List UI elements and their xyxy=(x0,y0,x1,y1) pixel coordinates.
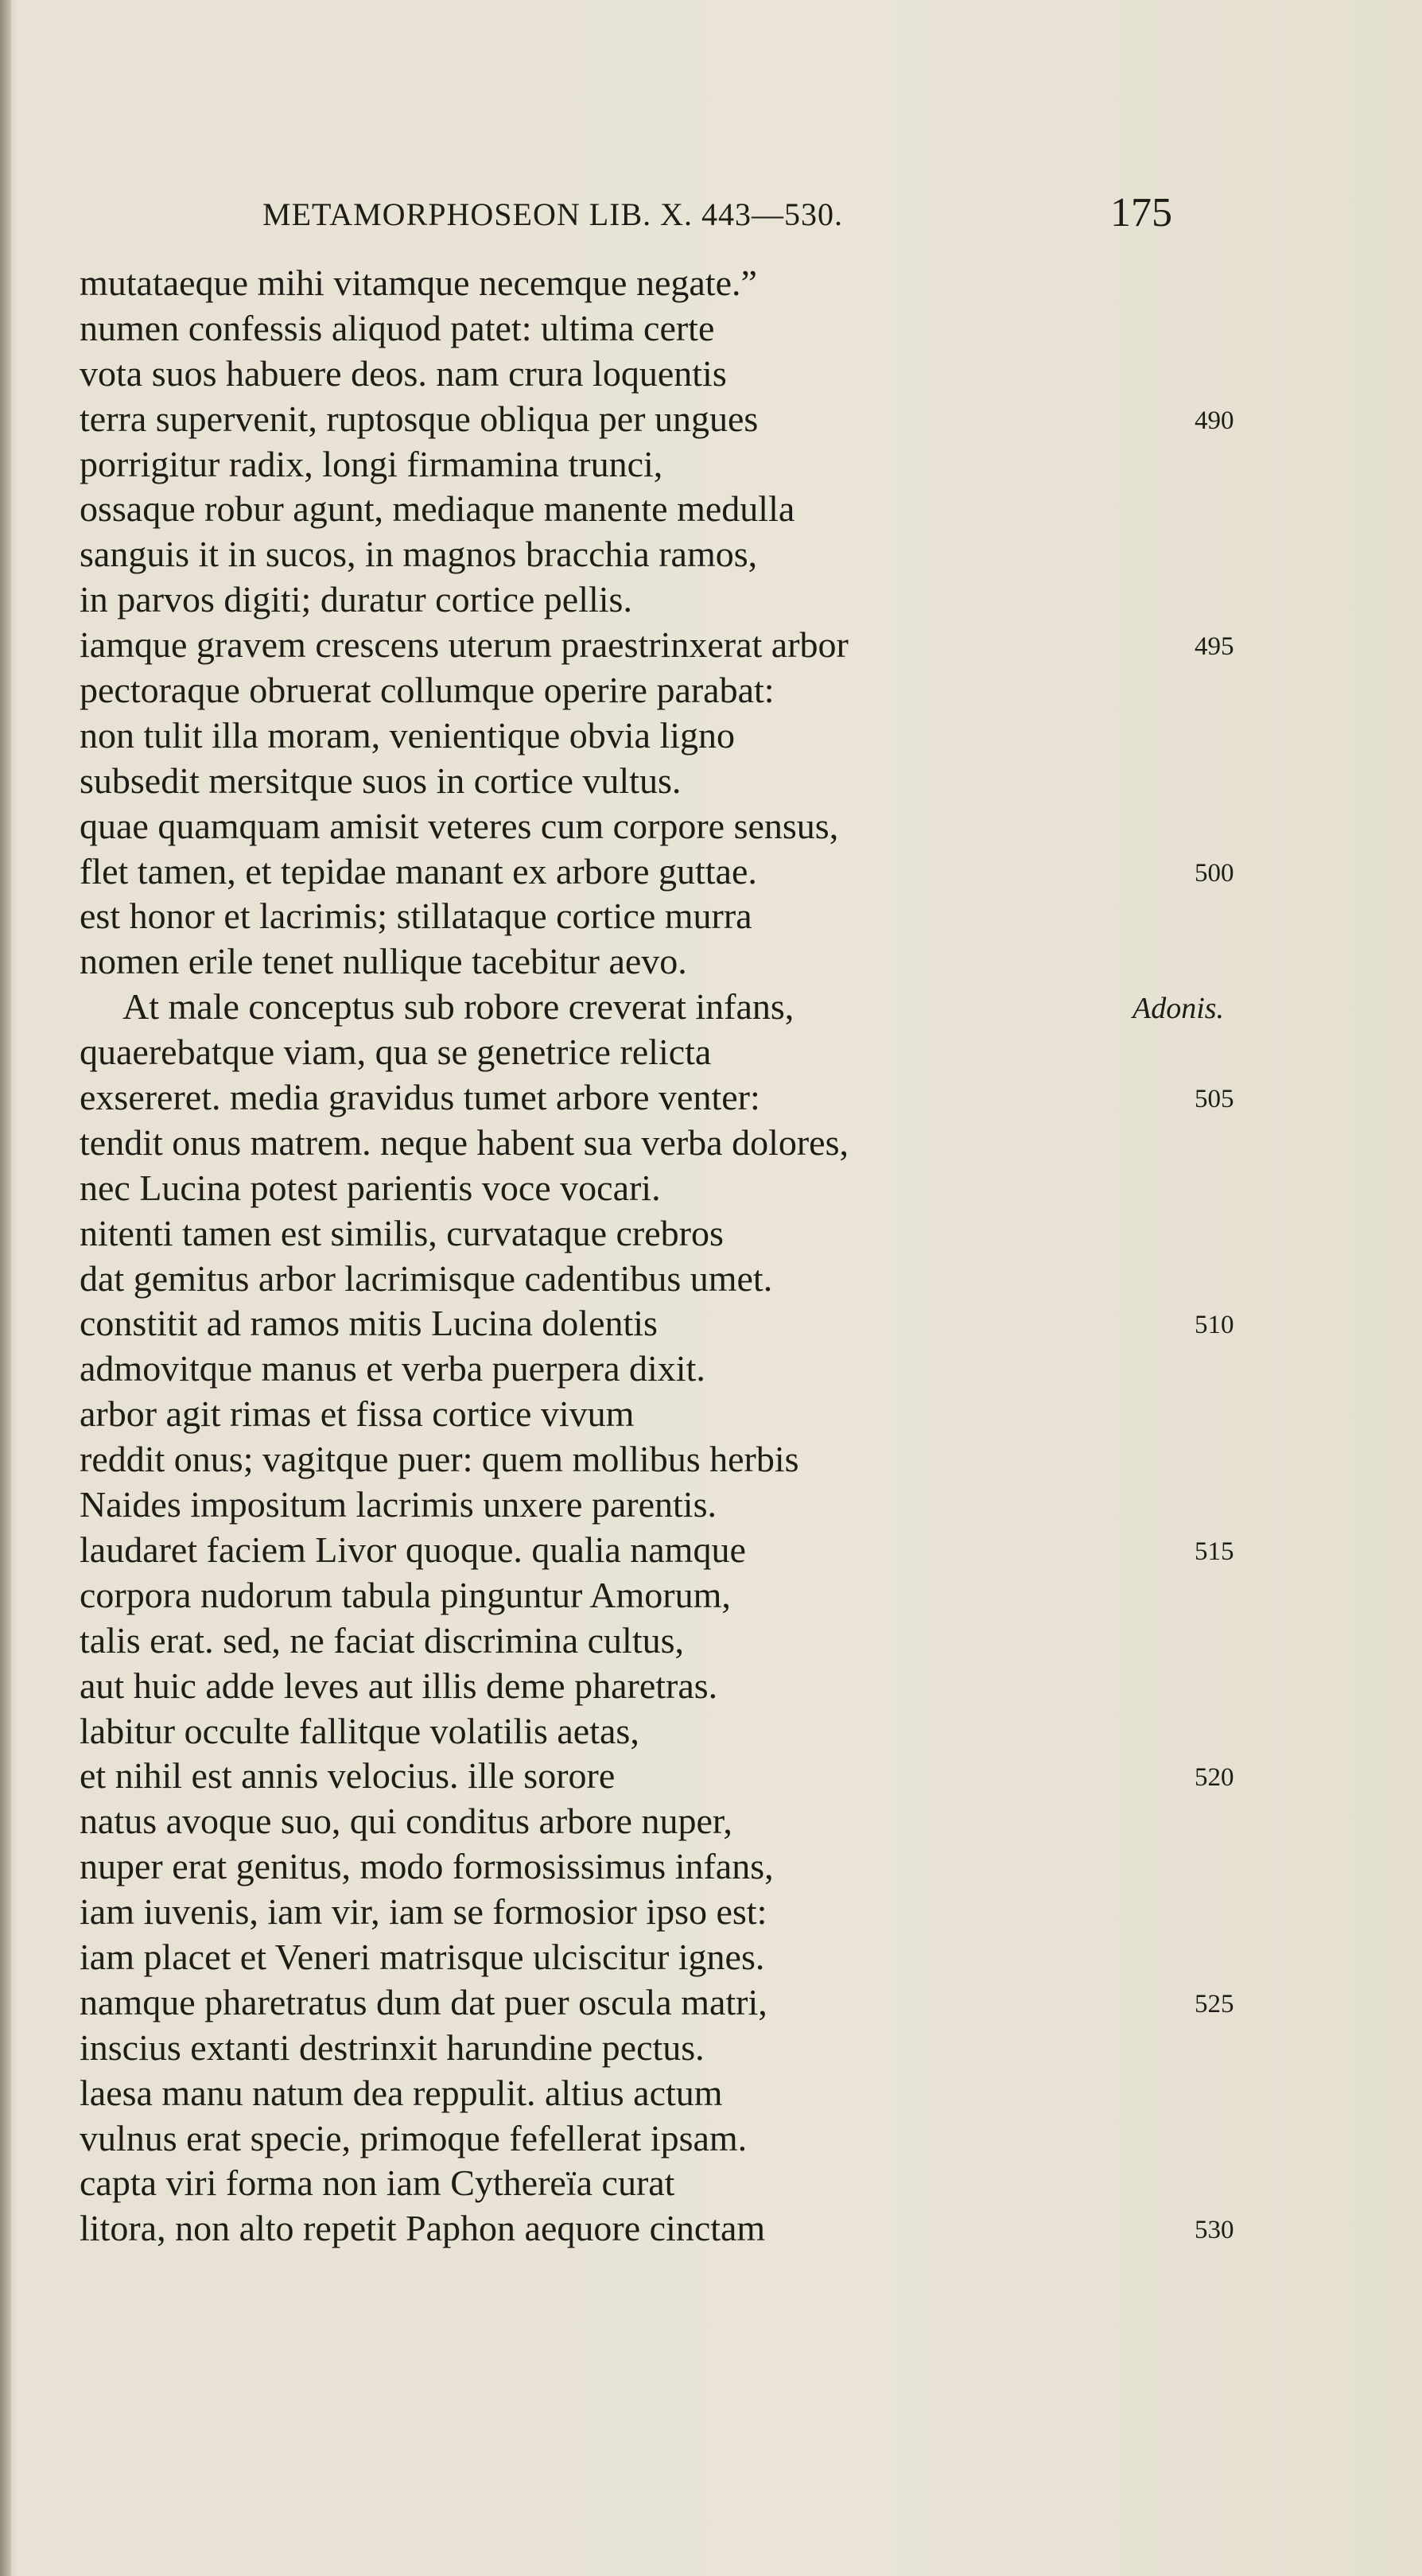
verse-text: ossaque robur agunt, mediaque manente medulla xyxy=(80,488,795,530)
verse-text: subsedit mersitque suos in cortice vultus. xyxy=(80,760,682,801)
verse-line xyxy=(0,1528,1422,1573)
verse-text: porrigitur radix, longi firmamina trunci, xyxy=(80,443,663,484)
page-number: 175 xyxy=(1110,190,1172,235)
verse-lines xyxy=(0,261,1422,2252)
verse-text: laudaret faciem Livor quoque. qualia namque xyxy=(80,1529,746,1570)
line-number: 505 xyxy=(1195,1085,1234,1114)
verse-text: vulnus erat specie, primoque fefellerat ipsam. xyxy=(80,2117,748,2158)
verse-line xyxy=(0,623,1422,668)
verse-text: nomen erile tenet nullique tacebitur aevo. xyxy=(80,941,687,982)
verse-text: tendit onus matrem. neque habent sua verba dolores, xyxy=(80,1121,849,1163)
verse-line xyxy=(0,261,1422,306)
verse-line xyxy=(0,2071,1422,2116)
verse-line xyxy=(0,894,1422,939)
verse-line xyxy=(0,487,1422,532)
verse-line xyxy=(0,1980,1422,2026)
verse-line xyxy=(0,1301,1422,1346)
verse-text: Naides impositum lacrimis unxere parentis. xyxy=(80,1484,717,1525)
verse-line xyxy=(0,985,1422,1030)
verse-line xyxy=(0,442,1422,488)
verse-text: est honor et lacrimis; stillataque cortice murra xyxy=(80,896,752,937)
verse-text: nuper erat genitus, modo formosissimus infans, xyxy=(80,1846,774,1887)
verse-line xyxy=(0,668,1422,713)
line-number: 500 xyxy=(1195,858,1234,888)
verse-text: litora, non alto repetit Paphon aequore cinctam xyxy=(80,2208,766,2249)
verse-line xyxy=(0,2161,1422,2206)
verse-line xyxy=(0,939,1422,985)
verse-text: nitenti tamen est similis, curvataque crebros xyxy=(80,1212,724,1253)
line-number: 520 xyxy=(1195,1763,1234,1793)
line-number: 525 xyxy=(1195,1989,1234,2018)
verse-text: At male conceptus sub robore creverat infans, xyxy=(122,986,795,1028)
verse-line xyxy=(0,1844,1422,1890)
running-head: METAMORPHOSEON LIB. X. 443—530. xyxy=(262,196,844,232)
verse-text: sanguis it in sucos, in magnos bracchia ramos, xyxy=(80,534,758,575)
verse-line xyxy=(0,1935,1422,1980)
verse-text: iam iuvenis, iam vir, iam se formosior ipso est: xyxy=(80,1891,767,1933)
line-number: 510 xyxy=(1195,1311,1234,1340)
verse-line xyxy=(0,397,1422,442)
verse-text: corpora nudorum tabula pinguntur Amorum, xyxy=(80,1574,731,1615)
verse-text: natus avoque suo, qui conditus arbore nuper, xyxy=(80,1801,732,1842)
verse-line xyxy=(0,2026,1422,2071)
verse-line xyxy=(0,2116,1422,2162)
verse-text: in parvos digiti; duratur cortice pellis. xyxy=(80,579,632,620)
verse-text: admovitque manus et verba puerpera dixit. xyxy=(80,1348,705,1389)
verse-text: labitur occulte fallitque volatilis aetas, xyxy=(80,1710,639,1751)
verse-line xyxy=(0,1754,1422,1799)
verse-line xyxy=(0,577,1422,623)
verse-line xyxy=(0,1075,1422,1121)
verse-line xyxy=(0,1257,1422,1302)
verse-text: exsereret. media gravidus tumet arbore venter: xyxy=(80,1077,760,1118)
verse-line xyxy=(0,1618,1422,1664)
verse-line xyxy=(0,352,1422,397)
verse-text: aut huic adde leves aut illis deme pharetras. xyxy=(80,1665,718,1706)
verse-line xyxy=(0,1030,1422,1075)
verse-text: iamque gravem crescens uterum praestrinxerat arbor xyxy=(80,624,849,666)
line-number: 530 xyxy=(1195,2216,1234,2245)
verse-line xyxy=(0,1121,1422,1166)
verse-line xyxy=(0,1346,1422,1392)
verse-text: non tulit illa moram, venientique obvia ligno xyxy=(80,714,736,756)
verse-line xyxy=(0,1392,1422,1437)
verse-line xyxy=(0,1573,1422,1618)
verse-text: flet tamen, et tepidae manant ex arbore guttae. xyxy=(80,850,757,892)
verse-line xyxy=(0,1437,1422,1482)
verse-line xyxy=(0,2206,1422,2252)
verse-line xyxy=(0,1890,1422,1935)
marginal-note: Adonis. xyxy=(1133,992,1225,1026)
verse-line xyxy=(0,1709,1422,1754)
verse-text: inscius extanti destrinxit harundine pectus. xyxy=(80,2026,705,2068)
verse-text: talis erat. sed, ne faciat discrimina cultus, xyxy=(80,1619,685,1661)
verse-text: terra supervenit, ruptosque obliqua per ungues xyxy=(80,398,759,439)
verse-text: nec Lucina potest parientis voce vocari. xyxy=(80,1167,661,1208)
verse-line xyxy=(0,759,1422,804)
verse-text: vota suos habuere deos. nam crura loquentis xyxy=(80,352,727,394)
verse-line xyxy=(0,306,1422,352)
verse-text: numen confessis aliquod patet: ultima certe xyxy=(80,307,715,348)
verse-text: quae quamquam amisit veteres cum corpore sensus, xyxy=(80,805,839,846)
verse-text: laesa manu natum dea reppulit. altius actum xyxy=(80,2072,723,2113)
verse-line xyxy=(0,804,1422,849)
verse-line xyxy=(0,1799,1422,1844)
verse-line xyxy=(0,1482,1422,1528)
verse-text: pectoraque obruerat collumque operire parabat: xyxy=(80,670,775,711)
page-header xyxy=(0,189,1422,237)
verse-line xyxy=(0,532,1422,577)
verse-text: arbor agit rimas et fissa cortice vivum xyxy=(80,1393,635,1435)
verse-text: mutataeque mihi vitamque necemque negate.” xyxy=(80,262,757,303)
verse-text: quaerebatque viam, qua se genetrice relicta xyxy=(80,1032,712,1073)
verse-text: capta viri forma non iam Cythereïa curat xyxy=(80,2162,675,2204)
verse-line xyxy=(0,849,1422,895)
verse-line xyxy=(0,713,1422,759)
verse-line xyxy=(0,1211,1422,1257)
verse-text: namque pharetratus dum dat puer oscula matri, xyxy=(80,1981,767,2022)
verse-text: constitit ad ramos mitis Lucina dolentis xyxy=(80,1303,658,1344)
verse-line xyxy=(0,1166,1422,1211)
verse-text: dat gemitus arbor lacrimisque cadentibus umet. xyxy=(80,1257,773,1299)
line-number: 495 xyxy=(1195,632,1234,662)
line-number: 490 xyxy=(1195,406,1234,435)
verse-text: reddit onus; vagitque puer: quem mollibus herbis xyxy=(80,1439,799,1480)
verse-line xyxy=(0,1664,1422,1709)
verse-text: et nihil est annis velocius. ille sorore xyxy=(80,1755,616,1797)
verse-text: iam placet et Veneri matrisque ulciscitur ignes. xyxy=(80,1936,765,1977)
line-number: 515 xyxy=(1195,1537,1234,1566)
